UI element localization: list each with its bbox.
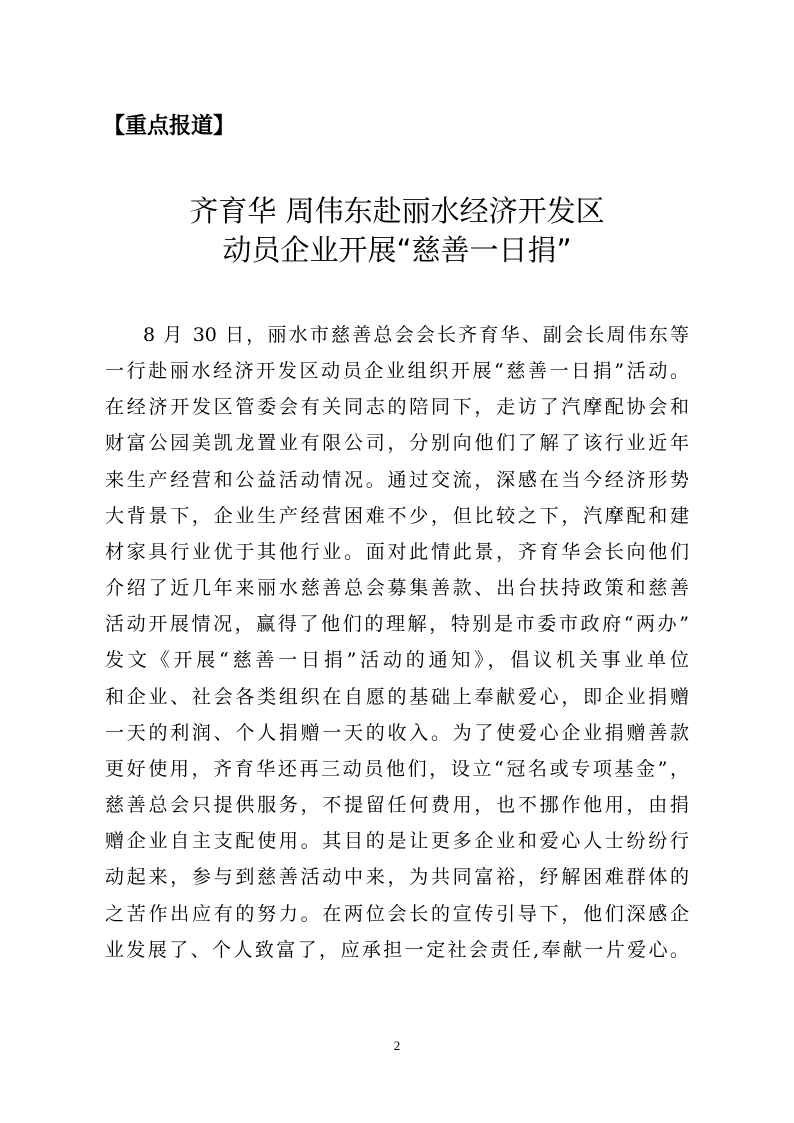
body-line: 介绍了近几年来丽水慈善总会募集善款、出台扶持政策和慈善	[105, 577, 689, 599]
body-line: 之苦作出应有的努力。在两位会长的宣传引导下，他们深感企	[105, 903, 689, 925]
body-line: 材家具行业优于其他行业。面对此情此景，齐育华会长向他们	[105, 541, 689, 563]
body-line: 动起来，参与到慈善活动中来，为共同富裕，纾解困难群体的	[105, 866, 689, 888]
body-line: 发文《开展“慈善一日捐”活动的通知》，倡议机关事业单位	[105, 649, 689, 671]
body-line: 一行赴丽水经济开发区动员企业组织开展“慈善一日捐”活动。	[105, 360, 689, 382]
body-line: 一天的利润、个人捐赠一天的收入。为了使爱心企业捐赠善款	[105, 722, 689, 744]
body-line: 业发展了、个人致富了，应承担一定社会责任,奉献一片爱心。	[105, 939, 689, 961]
body-line: 慈善总会只提供服务，不提留任何费用，也不挪作他用，由捐	[105, 794, 689, 816]
section-tag: 【重点报道】	[103, 114, 236, 139]
body-line: 来生产经营和公益活动情况。通过交流，深感在当今经济形势	[105, 469, 689, 491]
body-line: 财富公园美凯龙置业有限公司，分别向他们了解了该行业近年	[105, 432, 689, 454]
page-number: 2	[393, 1038, 401, 1053]
body-line: 在经济开发区管委会有关同志的陪同下，走访了汽摩配协会和	[105, 396, 689, 418]
article-title-line-1: 齐育华 周伟东赴丽水经济开发区	[189, 194, 605, 228]
body-line: 大背景下，企业生产经营困难不少，但比较之下，汽摩配和建	[105, 505, 689, 527]
body-line: 8 月 30 日，丽水市慈善总会会长齐育华、副会长周伟东等	[143, 324, 689, 346]
body-line: 更好使用，齐育华还再三动员他们，设立“冠名或专项基金”，	[105, 758, 689, 780]
body-line: 赠企业自主支配使用。其目的是让更多企业和爱心人士纷纷行	[105, 830, 689, 852]
article-title-line-2: 动员企业开展“慈善一日捐”	[222, 233, 572, 267]
body-line: 和企业、社会各类组织在自愿的基础上奉献爱心，即企业捐赠	[105, 686, 689, 708]
body-line: 活动开展情况，赢得了他们的理解，特别是市委市政府“两办”	[105, 613, 689, 635]
